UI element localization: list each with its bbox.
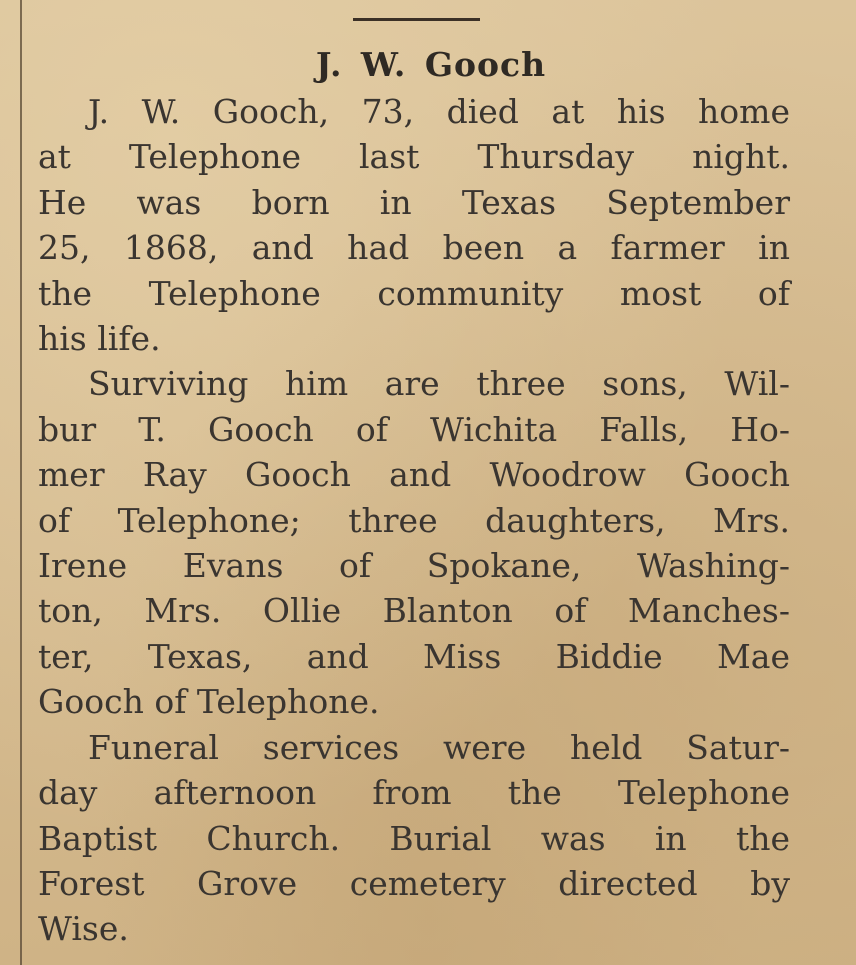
text-line: ter, Texas, and Miss Biddie Mae	[38, 636, 790, 676]
column-rule	[20, 0, 22, 965]
text-line: 25, 1868, and had been a farmer in	[38, 228, 790, 268]
text-line: at Telephone last Thursday night.	[38, 137, 790, 177]
text-line: Irene Evans of Spokane, Washing-	[38, 546, 790, 586]
text-line: Funeral services were held Satur-	[88, 727, 790, 767]
text-line: ton, Mrs. Ollie Blanton of Manches-	[38, 591, 790, 631]
text-line: the Telephone community most of	[38, 273, 790, 313]
headline-rule	[353, 18, 480, 21]
obituary-headline: J. W. Gooch	[315, 45, 547, 84]
text-line: of Telephone; three daughters, Mrs.	[38, 500, 790, 540]
text-line: Surviving him are three sons, Wil-	[88, 364, 790, 404]
text-line: Gooch of Telephone.	[38, 682, 380, 722]
text-line: Wise.	[38, 909, 129, 949]
text-line: mer Ray Gooch and Woodrow Gooch	[38, 455, 790, 495]
text-line: bur T. Gooch of Wichita Falls, Ho-	[38, 409, 790, 449]
text-line: Baptist Church. Burial was in the	[38, 818, 790, 858]
text-line: Forest Grove cemetery directed by	[38, 863, 790, 903]
text-line: day afternoon from the Telephone	[38, 773, 790, 813]
text-line: He was born in Texas September	[38, 182, 790, 222]
obituary-body	[38, 89, 790, 952]
text-line: his life.	[38, 319, 161, 359]
text-line: J. W. Gooch, 73, died at his home	[88, 92, 790, 131]
